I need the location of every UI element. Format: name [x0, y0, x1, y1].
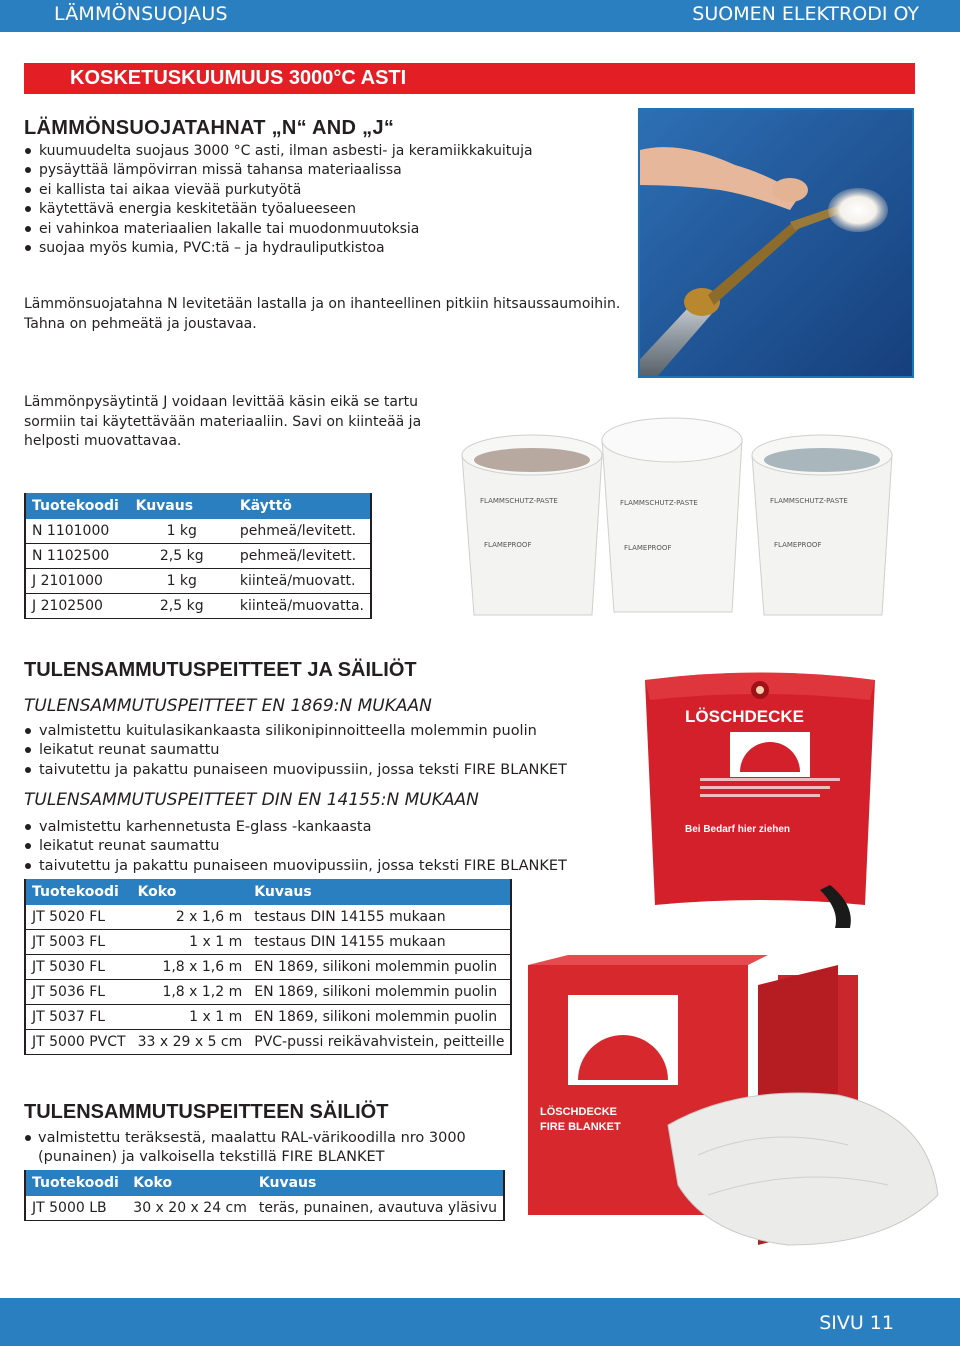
table-row: [25, 1005, 511, 1030]
jars-illustration: [452, 400, 912, 625]
paragraph-line: Tahna on pehmeätä ja joustavaa.: [24, 315, 257, 332]
table-cell: J 2101000: [25, 569, 130, 594]
paste-j-description: [24, 393, 424, 452]
paste-n-description: [24, 295, 624, 334]
table-row: [25, 930, 511, 955]
box-label: LÖSCHDECKE: [540, 1106, 618, 1118]
page-header: [0, 0, 960, 32]
table-row: [25, 594, 371, 619]
table-cell: JT 5037 FL: [25, 1005, 132, 1030]
torch-photo: [638, 108, 914, 378]
table-row: [25, 905, 511, 930]
heat-paste-bullets: [24, 142, 533, 258]
paste-jars-photo: [452, 400, 912, 625]
list-item: valmistettu karhennetusta E-glass -kankaasta: [24, 818, 567, 837]
table-header-row: [25, 1170, 504, 1196]
table-cell: 1 x 1 m: [132, 930, 249, 955]
column-header: Käyttö: [234, 493, 371, 519]
table-cell: 1,8 x 1,6 m: [132, 955, 249, 980]
table-row: [25, 980, 511, 1005]
table-cell: 2 x 1,6 m: [132, 905, 249, 930]
table-cell: JT 5000 LB: [25, 1196, 127, 1221]
table-cell: pehmeä/levitett.: [234, 544, 371, 569]
column-header: Kuvaus: [130, 493, 234, 519]
list-item: valmistettu kuitulasikankaasta silikonipinnoitteella molemmin puolin: [24, 722, 567, 741]
list-item: käytettävä energia keskitetään työalueeseen: [24, 200, 533, 219]
page-footer: [0, 1298, 960, 1346]
paragraph-line: helposti muovattavaa.: [24, 433, 182, 449]
table-header-row: [25, 493, 371, 519]
table-cell: 1 kg: [130, 519, 234, 544]
list-item: pysäyttää lämpövirran missä tahansa materiaalissa: [24, 161, 533, 180]
blanket-box-illustration: [508, 955, 948, 1255]
table-cell: JT 5020 FL: [25, 905, 132, 930]
table-cell: 30 x 20 x 24 cm: [127, 1196, 253, 1221]
column-header: Kuvaus: [248, 879, 511, 905]
table-cell: JT 5030 FL: [25, 955, 132, 980]
jar-label: FLAMMSCHUTZ-PASTE: [620, 499, 698, 507]
list-item: ei kallista tai aikaa vievää purkutyötä: [24, 181, 533, 200]
table-cell: testaus DIN 14155 mukaan: [248, 930, 511, 955]
blanket-din-subtitle: TULENSAMMUTUSPEITTEET DIN EN 14155:N MUKAAN: [24, 790, 479, 810]
table-cell: N 1102500: [25, 544, 130, 569]
table-row: [25, 519, 371, 544]
bullet-line: valmistettu teräksestä, maalattu RAL-värikoodilla nro 3000: [38, 1130, 466, 1146]
jar-label: FLAMMSCHUTZ-PASTE: [480, 497, 558, 505]
list-item: leikatut reunat saumattu: [24, 741, 567, 760]
blanket-section-title: TULENSAMMUTUSPEITTEET JA SÄILIÖT: [24, 659, 417, 681]
bag-slogan: Bei Bedarf hier ziehen: [685, 824, 791, 835]
table-row: [25, 1030, 511, 1055]
paste-table: [24, 493, 372, 619]
jar-label: FLAMEPROOF: [484, 541, 532, 549]
blanket-en1869-bullets: [24, 722, 567, 780]
heading-banner: [24, 63, 915, 94]
blanket-bag-illustration: [640, 660, 880, 930]
column-header: Tuotekoodi: [25, 879, 132, 905]
blanket-din-bullets: [24, 818, 567, 876]
jar-label: FLAMMSCHUTZ-PASTE: [770, 497, 848, 505]
list-item: suojaa myös kumia, PVC:tä – ja hydrauliputkistoa: [24, 239, 533, 258]
bullet-line: (punainen) ja valkoisella tekstillä FIRE BLANKET: [38, 1149, 385, 1166]
table-cell: EN 1869, silikoni molemmin puolin: [248, 955, 511, 980]
table-cell: JT 5003 FL: [25, 930, 132, 955]
table-cell: PVC-pussi reikävahvistein, peitteille: [248, 1030, 511, 1055]
bullet-dot: [25, 1135, 31, 1141]
table-cell: 1 x 1 m: [132, 1005, 249, 1030]
list-item: taivutettu ja pakattu punaiseen muovipussiin, jossa teksti FIRE BLANKET: [24, 761, 567, 780]
table-cell: teräs, punainen, avautuva yläsivu: [253, 1196, 504, 1221]
list-item: kuumuudelta suojaus 3000 °C asti, ilman asbesti- ja keramiikkakuituja: [24, 142, 533, 161]
container-bullet: [24, 1129, 466, 1168]
column-header: Kuvaus: [253, 1170, 504, 1196]
blanket-en1869-subtitle: TULENSAMMUTUSPEITTEET EN 1869:N MUKAAN: [24, 696, 432, 716]
column-header: Koko: [127, 1170, 253, 1196]
table-row: [25, 544, 371, 569]
table-row: [25, 955, 511, 980]
paragraph-line: Lämmönsuojatahna N levitetään lastalla ja on ihanteellinen pitkiin hitsaussaumoihin.: [24, 296, 621, 312]
table-row: [25, 1196, 504, 1221]
jar-label: FLAMEPROOF: [774, 541, 822, 549]
list-item: leikatut reunat saumattu: [24, 837, 567, 856]
table-cell: pehmeä/levitett.: [234, 519, 371, 544]
banner-text: KOSKETUSKUUMUUS 3000°C ASTI: [70, 67, 407, 89]
fire-blanket-bag-photo: [640, 660, 880, 930]
paragraph-line: Lämmönpysäytintä J voidaan levittää käsin eikä se tartu: [24, 394, 419, 410]
paragraph-line: sormiin tai käytettävään materiaaliin. Savi on kiinteää ja: [24, 413, 422, 430]
table-cell: testaus DIN 14155 mukaan: [248, 905, 511, 930]
table-row: [25, 569, 371, 594]
container-section-title: TULENSAMMUTUSPEITTEEN SÄILIÖT: [24, 1101, 389, 1123]
table-cell: JT 5000 PVCT: [25, 1030, 132, 1055]
table-cell: 1,8 x 1,2 m: [132, 980, 249, 1005]
heat-paste-title: LÄMMÖNSUOJATAHNAT „N“ AND „J“: [24, 117, 395, 139]
container-table: [24, 1170, 505, 1221]
column-header: Koko: [132, 879, 249, 905]
box-label: FIRE BLANKET: [540, 1121, 621, 1133]
table-cell: J 2102500: [25, 594, 130, 619]
table-header-row: [25, 879, 511, 905]
table-cell: 2,5 kg: [130, 544, 234, 569]
table-cell: JT 5036 FL: [25, 980, 132, 1005]
table-cell: kiinteä/muovatt.: [234, 569, 371, 594]
jar-label: FLAMEPROOF: [624, 544, 672, 552]
table-cell: N 1101000: [25, 519, 130, 544]
table-cell: 33 x 29 x 5 cm: [132, 1030, 249, 1055]
list-item: taivutettu ja pakattu punaiseen muovipussiin, jossa teksti FIRE BLANKET: [24, 857, 567, 876]
table-cell: kiinteä/muovatta.: [234, 594, 371, 619]
table-cell: EN 1869, silikoni molemmin puolin: [248, 980, 511, 1005]
torch-illustration: [640, 110, 912, 376]
table-cell: 1 kg: [130, 569, 234, 594]
page-number: SIVU 11: [819, 1312, 894, 1334]
blanket-table: [24, 879, 512, 1055]
list-item: ei vahinkoa materiaalien lakalle tai muodonmuutoksia: [24, 220, 533, 239]
table-cell: EN 1869, silikoni molemmin puolin: [248, 1005, 511, 1030]
header-company-name: SUOMEN ELEKTRODI OY: [692, 3, 919, 25]
table-cell: 2,5 kg: [130, 594, 234, 619]
fire-blanket-box-photo: [508, 955, 948, 1255]
bag-title: LÖSCHDECKE: [685, 707, 805, 726]
header-section-title: LÄMMÖNSUOJAUS: [54, 3, 228, 25]
column-header: Tuotekoodi: [25, 493, 130, 519]
column-header: Tuotekoodi: [25, 1170, 127, 1196]
